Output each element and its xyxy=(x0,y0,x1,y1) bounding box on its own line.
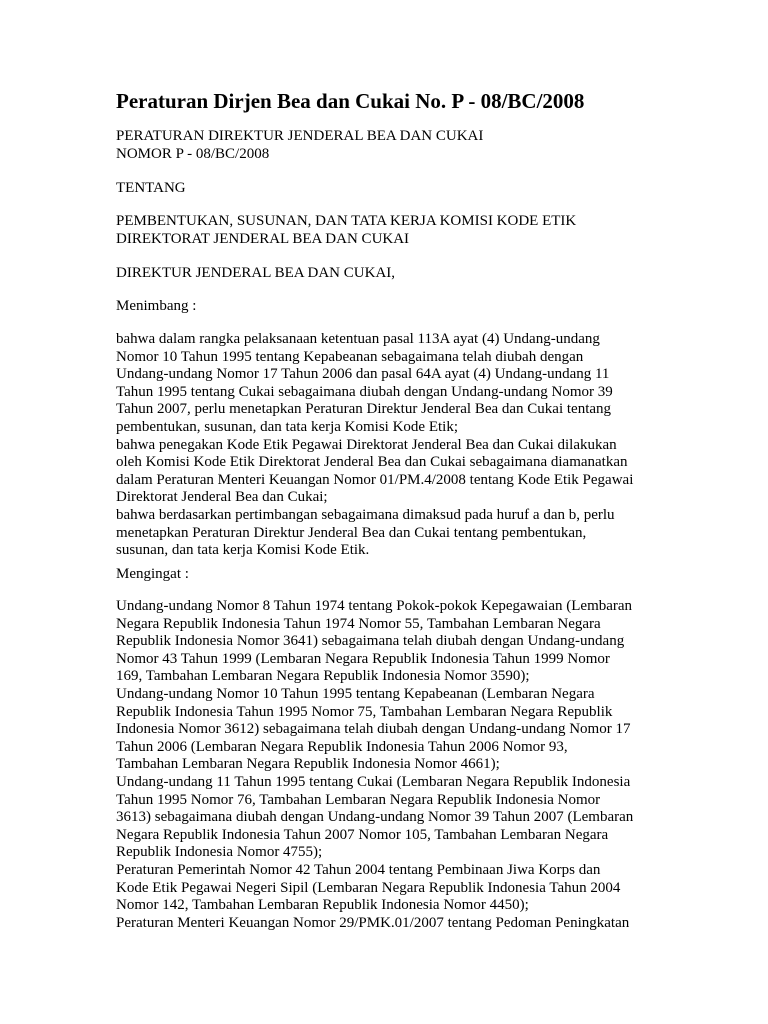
paragraph-line: susunan, dan tata kerja Komisi Kode Etik. xyxy=(116,542,370,559)
paragraph-line: bahwa berdasarkan pertimbangan sebagaimana dimaksud pada huruf a dan b, perlu xyxy=(116,506,615,523)
paragraph-line: dalam Peraturan Menteri Keuangan Nomor 01/PM.4/2008 tentang Kode Etik Pegawai xyxy=(116,471,634,488)
paragraph-line: 3613) sebagaimana diubah dengan Undang-undang Nomor 39 Tahun 2007 (Lembaran xyxy=(116,809,634,826)
paragraph-line: Republik Indonesia Nomor 3641) sebagaimana telah diubah dengan Undang-undang xyxy=(116,633,625,650)
paragraph-line: Peraturan Menteri Keuangan Nomor 29/PMK.01/2007 tentang Pedoman Peningkatan xyxy=(116,914,630,931)
paragraph-line: Negara Republik Indonesia Tahun 2007 Nomor 105, Tambahan Lembaran Negara xyxy=(116,826,609,843)
paragraph-line: Undang-undang Nomor 8 Tahun 1974 tentang Pokok-pokok Kepegawaian (Lembaran xyxy=(116,598,633,614)
paragraph-line: Tambahan Lembaran Negara Republik Indonesia Nomor 4661); xyxy=(116,756,500,773)
paragraph-line: Direktorat Jenderal Bea dan Cukai; xyxy=(116,489,328,506)
menimbang-label: Menimbang : xyxy=(116,298,197,314)
paragraph-line: Republik Indonesia Tahun 1995 Nomor 75, Tambahan Lembaran Negara Republik xyxy=(116,703,613,720)
paragraph-line: Republik Indonesia Nomor 4755); xyxy=(116,844,323,861)
menimbang-section xyxy=(116,331,633,560)
paragraph-line: bahwa penegakan Kode Etik Pegawai Direktorat Jenderal Bea dan Cukai dilakukan xyxy=(116,436,617,453)
paragraph-line: Undang-undang 11 Tahun 1995 tentang Cukai (Lembaran Negara Republik Indonesia xyxy=(116,773,631,790)
paragraph-line: Peraturan Pemerintah Nomor 42 Tahun 2004 tentang Pembinaan Jiwa Korps dan xyxy=(116,861,601,878)
paragraph-line: Indonesia Nomor 3612) sebagaimana telah diubah dengan Undang-undang Nomor 17 xyxy=(116,721,631,738)
paragraph-line: bahwa dalam rangka pelaksanaan ketentuan pasal 113A ayat (4) Undang-undang xyxy=(116,331,600,347)
tentang-heading: TENTANG xyxy=(116,180,186,196)
paragraph-line: Undang-undang Nomor 17 Tahun 2006 dan pasal 64A ayat (4) Undang-undang 11 xyxy=(116,366,610,383)
mengingat-label: Mengingat : xyxy=(116,566,189,582)
paragraph-line: Negara Republik Indonesia Tahun 1974 Nomor 55, Tambahan Lembaran Negara xyxy=(116,615,601,632)
paragraph-line: 169, Tambahan Lembaran Negara Republik Indonesia Nomor 3590); xyxy=(116,668,530,685)
header-line: NOMOR P - 08/BC/2008 xyxy=(116,145,270,162)
paragraph-line: Tahun 1995 Nomor 76, Tambahan Lembaran Negara Republik Indonesia Nomor xyxy=(116,791,601,808)
paragraph-line: Undang-undang Nomor 10 Tahun 1995 tentang Kepabeanan (Lembaran Negara xyxy=(116,685,595,702)
subject-line: PEMBENTUKAN, SUSUNAN, DAN TATA KERJA KOMISI KODE ETIK xyxy=(116,213,577,229)
paragraph-line: Tahun 1995 tentang Cukai sebagaimana diubah dengan Undang-undang Nomor 39 xyxy=(116,383,613,400)
paragraph-line: Nomor 10 Tahun 1995 tentang Kepabeanan sebagaimana telah diubah dengan xyxy=(116,348,584,365)
regulation-subject xyxy=(116,213,576,248)
regulation-header xyxy=(116,128,483,163)
paragraph-line: Nomor 43 Tahun 1999 (Lembaran Negara Republik Indonesia Tahun 1999 Nomor xyxy=(116,650,610,667)
document-title: Peraturan Dirjen Bea dan Cukai No. P - 08/BC/2008 xyxy=(116,89,585,113)
paragraph-line: pembentukan, susunan, dan tata kerja Komisi Kode Etik; xyxy=(116,418,459,435)
paragraph-line: oleh Komisi Kode Etik Direktorat Jenderal Bea dan Cukai sebagaimana diamanatkan xyxy=(116,454,628,471)
mengingat-section xyxy=(116,598,633,932)
issuer-heading: DIREKTUR JENDERAL BEA DAN CUKAI, xyxy=(116,265,396,281)
paragraph-line: Kode Etik Pegawai Negeri Sipil (Lembaran Negara Republik Indonesia Tahun 2004 xyxy=(116,879,621,896)
subject-line: DIREKTORAT JENDERAL BEA DAN CUKAI xyxy=(116,230,410,247)
paragraph-line: Nomor 142, Tambahan Lembaran Republik Indonesia Nomor 4450); xyxy=(116,897,529,914)
paragraph-line: menetapkan Peraturan Direktur Jenderal Bea dan Cukai tentang pembentukan, xyxy=(116,524,587,541)
header-line: PERATURAN DIREKTUR JENDERAL BEA DAN CUKAI xyxy=(116,128,484,144)
paragraph-line: Tahun 2007, perlu menetapkan Peraturan Direktur Jenderal Bea dan Cukai tentang xyxy=(116,401,612,418)
paragraph-line: Tahun 2006 (Lembaran Negara Republik Indonesia Tahun 2006 Nomor 93, xyxy=(116,738,568,755)
